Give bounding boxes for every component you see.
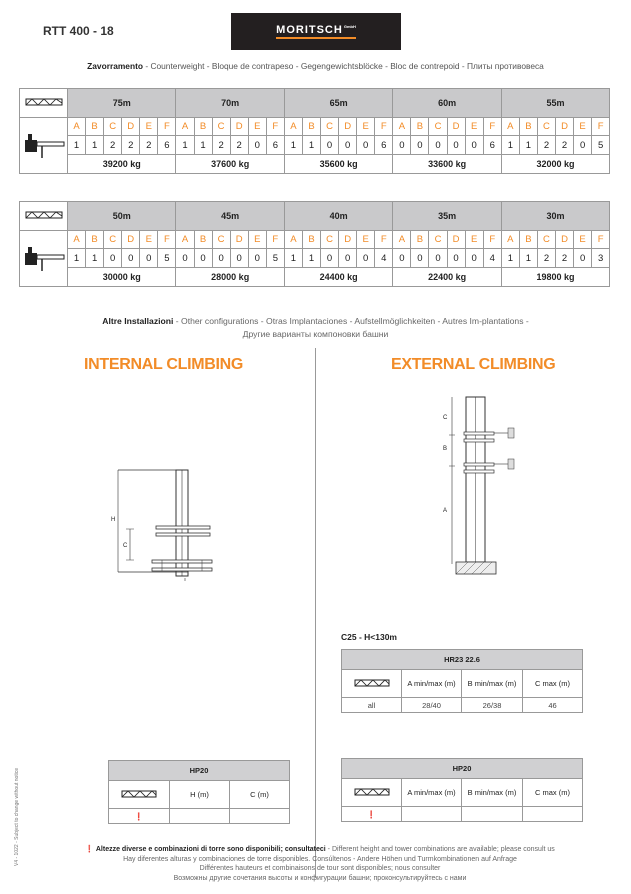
block-count: 4 [375, 249, 393, 268]
side-version-note: V4 - 1022 - Subject to change without notice [14, 767, 20, 866]
external-hp20-table [341, 758, 583, 822]
block-count: 1 [501, 249, 519, 268]
block-count: 6 [266, 136, 284, 155]
hp20-col-b: B min/max (m) [462, 779, 523, 807]
hp20-a-value [402, 807, 462, 822]
footer-line4: Возможны другие сочетания высоты и конфигурации башни; проконсультируйтесь с нами [173, 875, 467, 883]
block-letter: D [122, 231, 140, 249]
jib-icon [109, 781, 170, 809]
section-divider [315, 348, 316, 878]
block-letter: F [158, 231, 176, 249]
block-letter: F [266, 231, 284, 249]
jib-length: 55m [501, 89, 609, 118]
block-count: 0 [248, 136, 266, 155]
block-count: 2 [537, 249, 555, 268]
block-letter: C [104, 231, 122, 249]
block-count: 0 [393, 136, 411, 155]
block-count: 6 [158, 136, 176, 155]
block-count: 0 [447, 249, 465, 268]
block-letter: E [465, 231, 483, 249]
block-letter: F [592, 231, 610, 249]
external-condition: C25 - H<130m [341, 632, 397, 642]
other-line1: - Other configurations - Otras Implantaciones - Aufstellmöglichkeiten - Autres Im-plantations - [173, 316, 529, 326]
counterweight-icon [20, 118, 68, 174]
total-weight: 30000 kg [68, 268, 176, 287]
block-count: 2 [104, 136, 122, 155]
block-letter: C [212, 118, 230, 136]
external-climbing-diagram [440, 392, 530, 577]
footer-line3: Différentes hauteurs et combinaisons de tour sont disponibles; nous consulter [199, 865, 441, 873]
block-count: 2 [122, 136, 140, 155]
block-count: 2 [212, 136, 230, 155]
block-count: 1 [86, 136, 104, 155]
internal-label-h: H [111, 517, 116, 523]
total-weight: 35600 kg [284, 155, 392, 174]
block-letter: F [266, 118, 284, 136]
block-count: 0 [248, 249, 266, 268]
block-count: 0 [339, 249, 357, 268]
block-letter: A [176, 231, 194, 249]
block-letter: D [556, 231, 574, 249]
info-icon: ❗ [85, 846, 96, 853]
block-letter: A [68, 118, 86, 136]
block-letter: A [393, 118, 411, 136]
block-letter: D [339, 231, 357, 249]
block-count: 0 [122, 249, 140, 268]
block-count: 0 [212, 249, 230, 268]
jib-length: 75m [68, 89, 176, 118]
block-count: 1 [519, 136, 537, 155]
block-letter: F [483, 118, 501, 136]
block-count: 4 [483, 249, 501, 268]
block-letter: B [411, 231, 429, 249]
block-count: 0 [339, 136, 357, 155]
block-letter: D [447, 118, 465, 136]
info-icon: ❗ [342, 807, 402, 822]
counterweight-icon [20, 231, 68, 287]
hp20-col-a: A min/max (m) [402, 779, 462, 807]
block-count: 5 [158, 249, 176, 268]
jib-length: 70m [176, 89, 284, 118]
footer-line2: Hay diferentes alturas y combinaciones de torre disponibles. Consúltenos - Andere Höhen und Turmkombinationen auf Anfrage [123, 855, 517, 863]
jib-icon [342, 779, 402, 807]
jib-icon [20, 89, 68, 118]
block-count: 0 [140, 249, 158, 268]
internal-climbing-diagram [100, 460, 230, 585]
block-count: 0 [574, 136, 592, 155]
block-letter: B [411, 118, 429, 136]
hp20-c-value [523, 807, 583, 822]
block-count: 1 [68, 136, 86, 155]
total-weight: 28000 kg [176, 268, 284, 287]
block-letter: D [339, 118, 357, 136]
block-letter: C [321, 231, 339, 249]
other-title: Altre Installazioni [102, 316, 174, 326]
block-letter: B [519, 231, 537, 249]
block-count: 5 [266, 249, 284, 268]
info-icon: ❗ [109, 809, 170, 824]
block-letter: E [357, 231, 375, 249]
internal-hp20-table [108, 760, 290, 824]
block-count: 1 [194, 136, 212, 155]
block-letter: B [302, 231, 320, 249]
block-letter: B [194, 231, 212, 249]
block-count: 0 [447, 136, 465, 155]
block-letter: A [393, 231, 411, 249]
total-weight: 19800 kg [501, 268, 609, 287]
block-count: 0 [230, 249, 248, 268]
block-count: 1 [68, 249, 86, 268]
block-letter: F [158, 118, 176, 136]
block-letter: E [465, 118, 483, 136]
internal-h-value [170, 809, 230, 824]
block-count: 1 [501, 136, 519, 155]
hp20-col-c: C max (m) [523, 779, 583, 807]
block-letter: A [284, 118, 302, 136]
block-letter: F [483, 231, 501, 249]
block-count: 1 [519, 249, 537, 268]
internal-c-value [230, 809, 290, 824]
jib-length: 60m [393, 89, 501, 118]
block-letter: D [447, 231, 465, 249]
block-count: 2 [140, 136, 158, 155]
block-count: 1 [176, 136, 194, 155]
brand-sub: GmbH [343, 24, 356, 29]
counterweight-title [0, 61, 631, 71]
total-weight: 37600 kg [176, 155, 284, 174]
block-letter: C [321, 118, 339, 136]
internal-climbing-title: INTERNAL CLIMBING [84, 356, 244, 373]
block-letter: B [194, 118, 212, 136]
block-count: 6 [483, 136, 501, 155]
total-weight: 32000 kg [501, 155, 609, 174]
block-letter: B [86, 231, 104, 249]
hr23-col-c: C max (m) [523, 670, 583, 698]
block-count: 1 [86, 249, 104, 268]
other-line2: Другие варианты компоновки башни [242, 329, 389, 339]
counterweight-table-1 [19, 88, 610, 174]
block-letter: E [574, 231, 592, 249]
block-count: 0 [357, 136, 375, 155]
block-count: 2 [537, 136, 555, 155]
model-title: RTT 400 - 18 [43, 24, 114, 38]
footer-bold: Altezze diverse e combinazioni di torre sono disponibili; consultateci [95, 846, 326, 853]
block-count: 5 [592, 136, 610, 155]
external-climbing-title: EXTERNAL CLIMBING [391, 356, 556, 373]
block-letter: C [104, 118, 122, 136]
total-weight: 22400 kg [393, 268, 501, 287]
footer-note [40, 845, 600, 884]
internal-col-h: H (m) [170, 781, 230, 809]
block-count: 6 [375, 136, 393, 155]
brand-name: MORITSCH [276, 24, 343, 36]
total-weight: 39200 kg [68, 155, 176, 174]
block-letter: C [212, 231, 230, 249]
hr23-col-a: A min/max (m) [402, 670, 462, 698]
hp20-b-value [462, 807, 523, 822]
block-count: 1 [284, 249, 302, 268]
block-letter: C [537, 231, 555, 249]
block-letter: C [429, 231, 447, 249]
block-letter: A [501, 231, 519, 249]
block-letter: E [357, 118, 375, 136]
block-letter: A [284, 231, 302, 249]
block-count: 0 [194, 249, 212, 268]
counterweight-subtitle: - Counterweight - Bloque de contrapeso - Gegengewichtsblöcke - Bloc de contrepoid - Плиты противовеса [143, 61, 544, 71]
block-count: 1 [284, 136, 302, 155]
block-count: 0 [411, 249, 429, 268]
block-letter: A [68, 231, 86, 249]
hr23-row-label: all [342, 698, 402, 713]
block-count: 0 [104, 249, 122, 268]
block-count: 1 [302, 136, 320, 155]
block-letter: A [501, 118, 519, 136]
block-count: 0 [429, 249, 447, 268]
block-count: 1 [302, 249, 320, 268]
block-letter: D [230, 118, 248, 136]
block-count: 0 [176, 249, 194, 268]
block-letter: E [248, 231, 266, 249]
total-weight: 33600 kg [393, 155, 501, 174]
jib-icon [20, 202, 68, 231]
internal-label-c: C [123, 543, 128, 549]
total-weight: 24400 kg [284, 268, 392, 287]
jib-length: 40m [284, 202, 392, 231]
block-count: 0 [393, 249, 411, 268]
block-letter: E [140, 231, 158, 249]
block-letter: F [592, 118, 610, 136]
block-count: 0 [321, 249, 339, 268]
block-count: 0 [411, 136, 429, 155]
other-configurations [0, 315, 631, 341]
block-count: 2 [556, 136, 574, 155]
counterweight-title-bold: Zavorramento [87, 61, 143, 71]
jib-length: 30m [501, 202, 609, 231]
block-count: 2 [556, 249, 574, 268]
block-letter: D [230, 231, 248, 249]
block-letter: B [86, 118, 104, 136]
block-letter: E [140, 118, 158, 136]
block-count: 0 [465, 249, 483, 268]
jib-length: 50m [68, 202, 176, 231]
footer-line1: - Different height and tower combinations are available; please consult us [325, 846, 555, 853]
external-label-a: A [443, 508, 448, 514]
block-letter: E [248, 118, 266, 136]
block-letter: D [122, 118, 140, 136]
block-count: 0 [357, 249, 375, 268]
brand-logo [231, 13, 401, 50]
counterweight-table-2 [19, 201, 610, 287]
hr23-c: 46 [523, 698, 583, 713]
hr23-head: HR23 22.6 [342, 650, 583, 670]
hr23-b: 26/38 [462, 698, 523, 713]
block-letter: F [375, 231, 393, 249]
block-count: 0 [465, 136, 483, 155]
block-letter: C [537, 118, 555, 136]
block-letter: E [574, 118, 592, 136]
internal-hp20-head: HP20 [109, 761, 290, 781]
jib-length: 65m [284, 89, 392, 118]
jib-length: 35m [393, 202, 501, 231]
block-letter: A [176, 118, 194, 136]
block-count: 3 [592, 249, 610, 268]
block-letter: F [375, 118, 393, 136]
jib-icon [342, 670, 402, 698]
external-label-c: C [443, 415, 448, 421]
block-count: 0 [321, 136, 339, 155]
external-hp20-head: HP20 [342, 759, 583, 779]
external-label-b: B [443, 446, 448, 452]
block-count: 2 [230, 136, 248, 155]
hr23-table [341, 649, 583, 713]
block-letter: B [519, 118, 537, 136]
hr23-col-b: B min/max (m) [462, 670, 523, 698]
hr23-a: 28/40 [402, 698, 462, 713]
block-letter: C [429, 118, 447, 136]
internal-col-c: C (m) [230, 781, 290, 809]
block-count: 0 [574, 249, 592, 268]
jib-length: 45m [176, 202, 284, 231]
block-count: 0 [429, 136, 447, 155]
block-letter: B [302, 118, 320, 136]
block-letter: D [556, 118, 574, 136]
